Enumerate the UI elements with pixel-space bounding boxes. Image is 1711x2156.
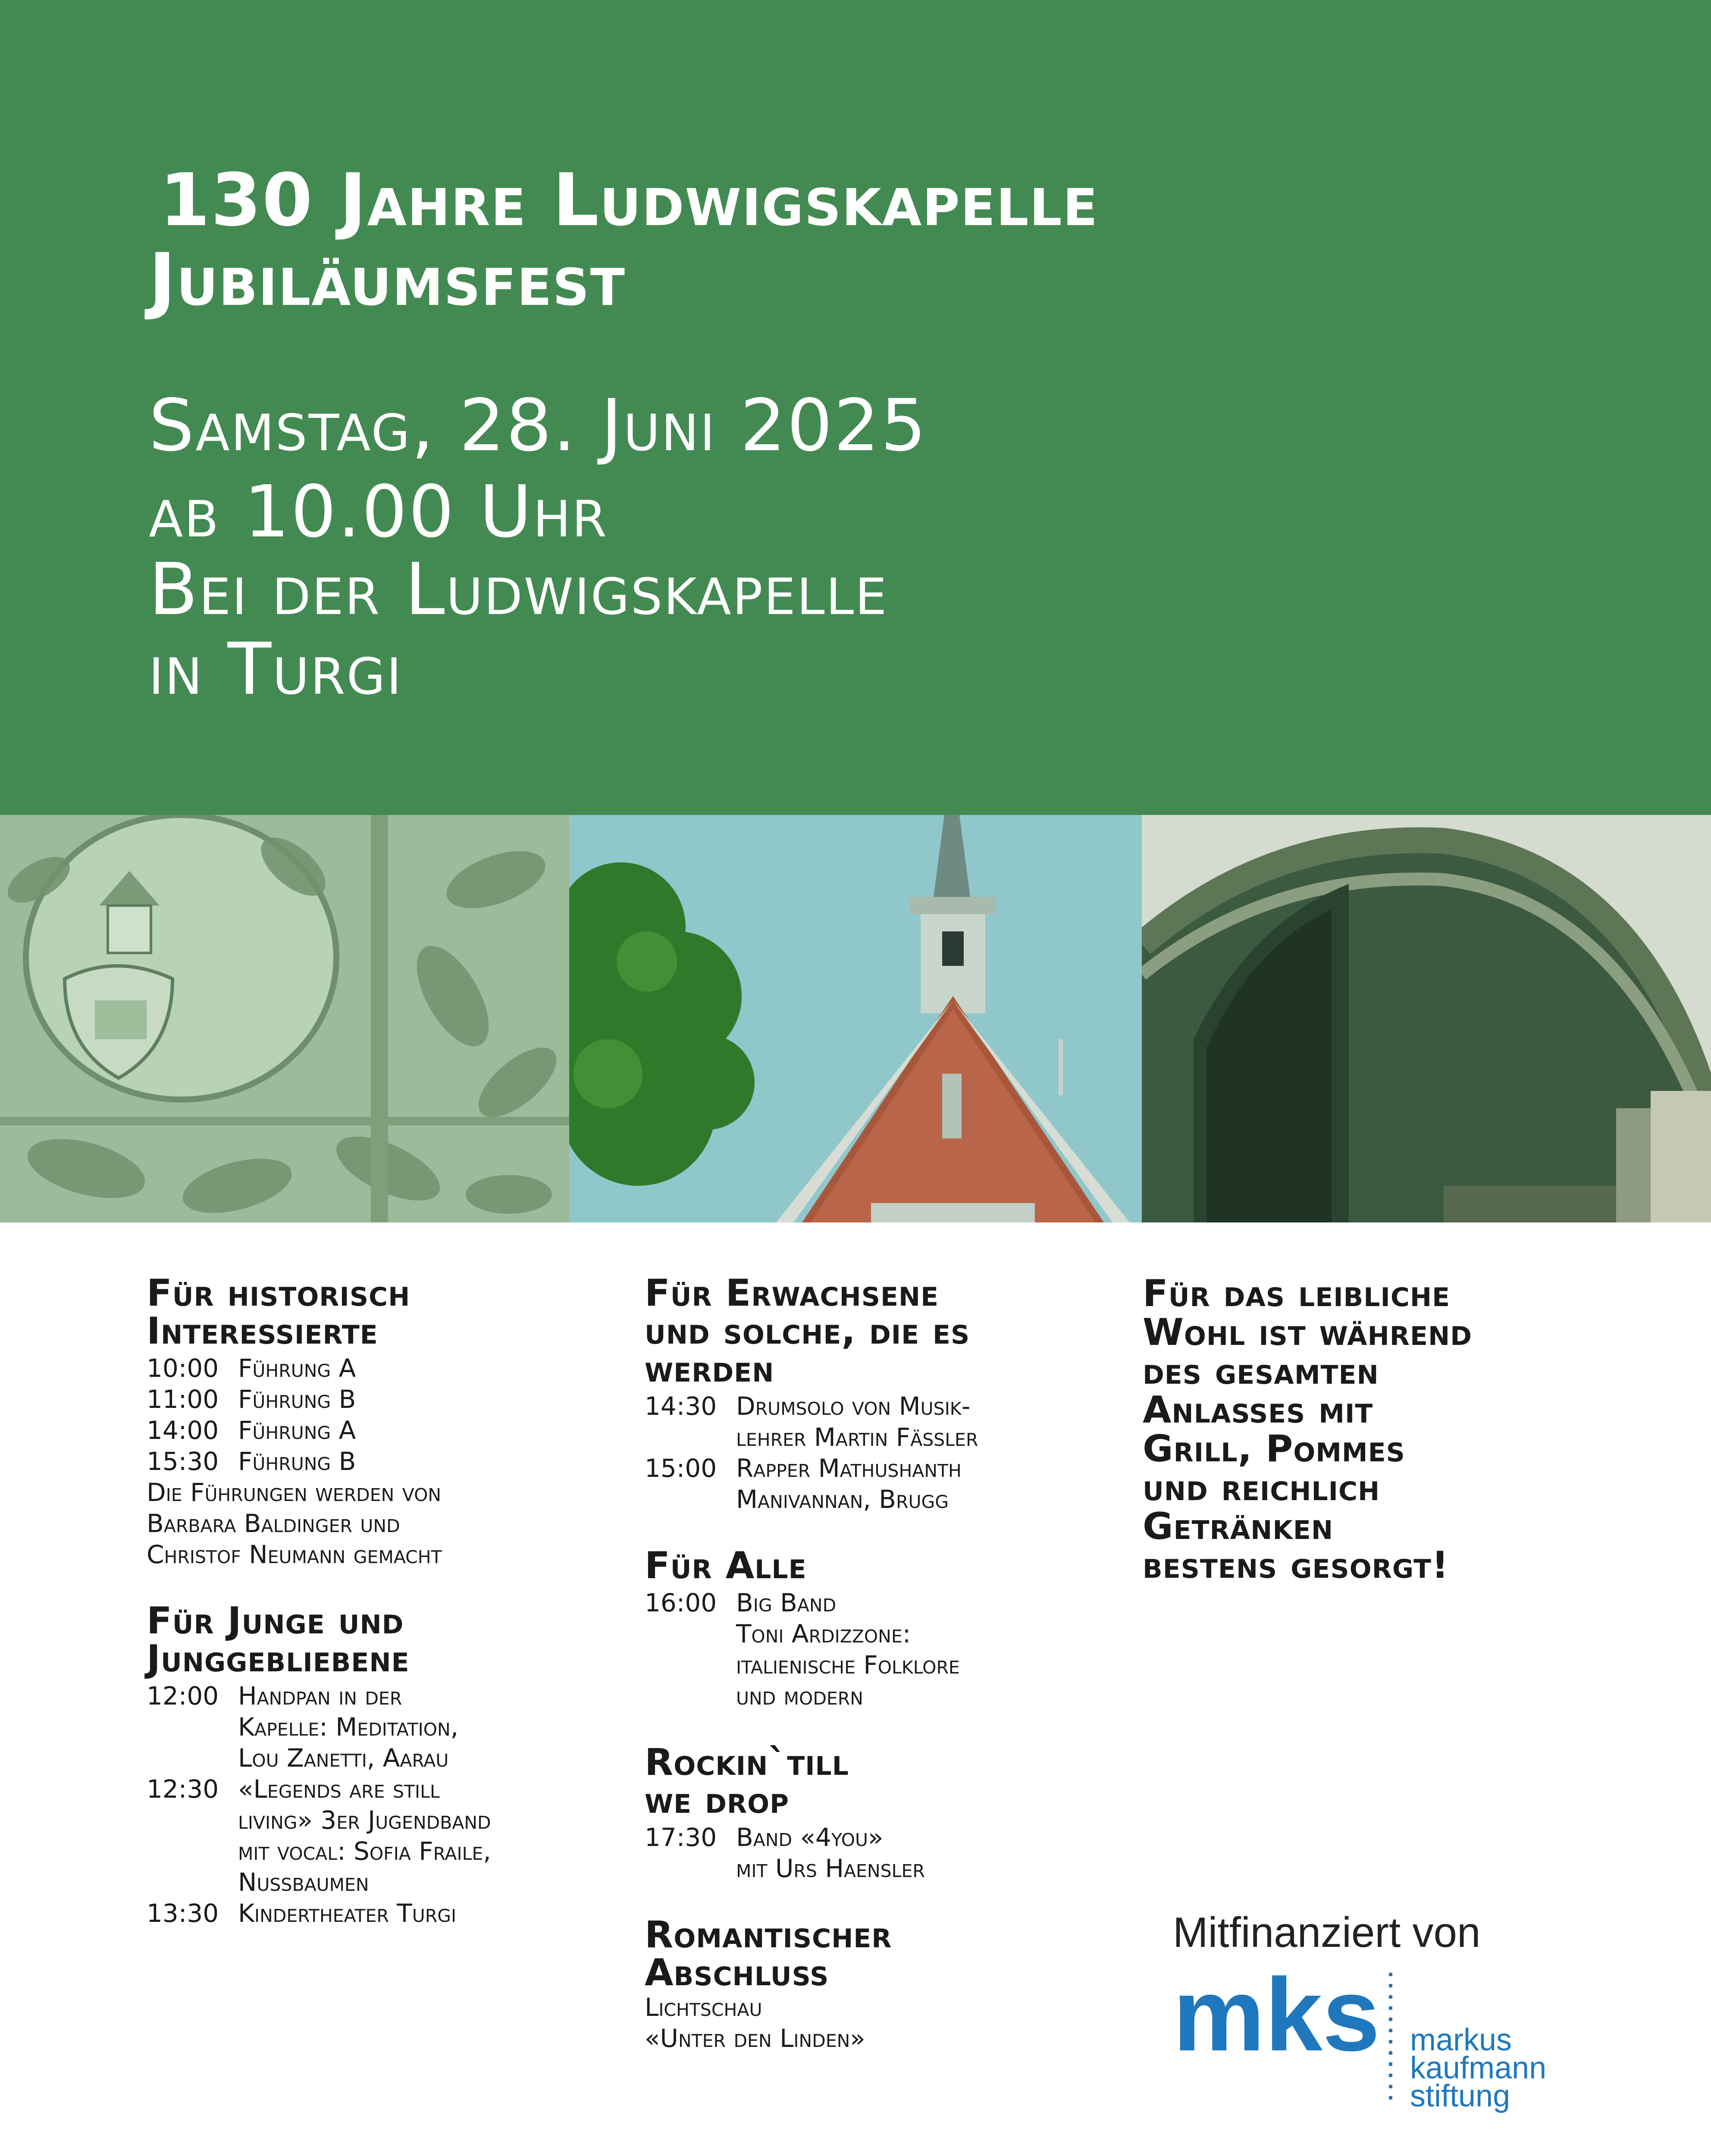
event-subtitle: Jubiläumsfest xyxy=(149,238,626,322)
event-time: ab 10.00 Uhr xyxy=(149,470,608,554)
schedule-entry: 13:30 Kindertheater Turgi xyxy=(147,1899,457,1928)
header-banner xyxy=(0,0,1711,815)
event-title: 130 Jahre Ludwigskapelle xyxy=(160,158,1099,242)
mks-logo xyxy=(1173,1964,1669,2115)
sponsor-label: Mitfinanziert von xyxy=(1173,1908,1481,1956)
schedule-entry: 10:00 Führung A xyxy=(147,1354,356,1383)
schedule-entry: 15:00 Rapper Mathushanth Manivannan, Brugg xyxy=(645,1454,962,1514)
program-column-right xyxy=(1143,1274,1660,1585)
event-town: in Turgi xyxy=(149,628,403,711)
section-adults xyxy=(645,1274,1132,1515)
section-romantic xyxy=(645,1913,1132,2054)
section-young xyxy=(147,1599,634,1929)
section-title: Rockin`till we drop xyxy=(645,1741,849,1822)
schedule-entry: 12:00 Handpan in der Kapelle: Meditation, Lou Zanetti, Aarau xyxy=(147,1681,459,1773)
vault-photo xyxy=(1142,815,1711,1222)
photo-strip xyxy=(0,815,1711,1222)
section-title: Für Erwachsene und solche, die es werden xyxy=(645,1272,970,1391)
schedule-entry: 11:00 Führung B xyxy=(147,1385,356,1414)
schedule-entry: 16:00 Big Band Toni Ardizzone: italienische Folklore und modern xyxy=(645,1588,960,1711)
tour-note: Die Führungen werden von Barbara Baldinger und Christof Neumann gemacht xyxy=(147,1478,442,1569)
section-title: Für historisch Interessierte xyxy=(147,1272,411,1353)
program-column-left xyxy=(147,1274,634,1961)
mks-name-line: stiftung xyxy=(1410,2079,1510,2113)
program-column-middle xyxy=(645,1274,1132,2086)
schedule-entry: 17:30 Band «4you» mit Urs Haensler xyxy=(645,1823,925,1883)
sponsor-block xyxy=(1173,1908,1669,2115)
catering-note: Für das leibliche Wohl ist während des gesamten Anlasses mit Grill, Pommes und reichlich Getränken bestens gesorgt! xyxy=(1143,1272,1473,1587)
section-historic xyxy=(147,1274,634,1570)
relief-photo xyxy=(0,815,569,1222)
event-date: Samstag, 28. Juni 2025 xyxy=(149,384,928,467)
schedule-entry: 14:00 Führung A xyxy=(147,1416,356,1445)
section-all xyxy=(645,1544,1132,1711)
mks-name-line: markus xyxy=(1410,2023,1512,2057)
section-title: Romantischer Abschluss xyxy=(645,1913,892,1994)
schedule-entry: 14:30 Drumsolo von Musik- lehrer Martin Fässler xyxy=(645,1391,978,1452)
section-title: Für Junge und Junggebliebene xyxy=(147,1599,410,1680)
schedule-entry: 12:30 «Legends are still living» 3er Jugendband mit vocal: Sofia Fraile, Nussbaumen xyxy=(147,1774,491,1897)
schedule-entry: 15:30 Führung B xyxy=(147,1447,356,1476)
light-show-note: Lichtschau «Unter den Linden» xyxy=(645,1993,865,2053)
event-place: Bei der Ludwigskapelle xyxy=(149,548,888,631)
section-rock xyxy=(645,1743,1132,1884)
tower-photo xyxy=(569,815,1142,1222)
section-title: Für Alle xyxy=(645,1544,807,1587)
mks-name-line: kaufmann xyxy=(1410,2051,1547,2085)
mks-logo-text: mks xyxy=(1173,1964,1380,2072)
